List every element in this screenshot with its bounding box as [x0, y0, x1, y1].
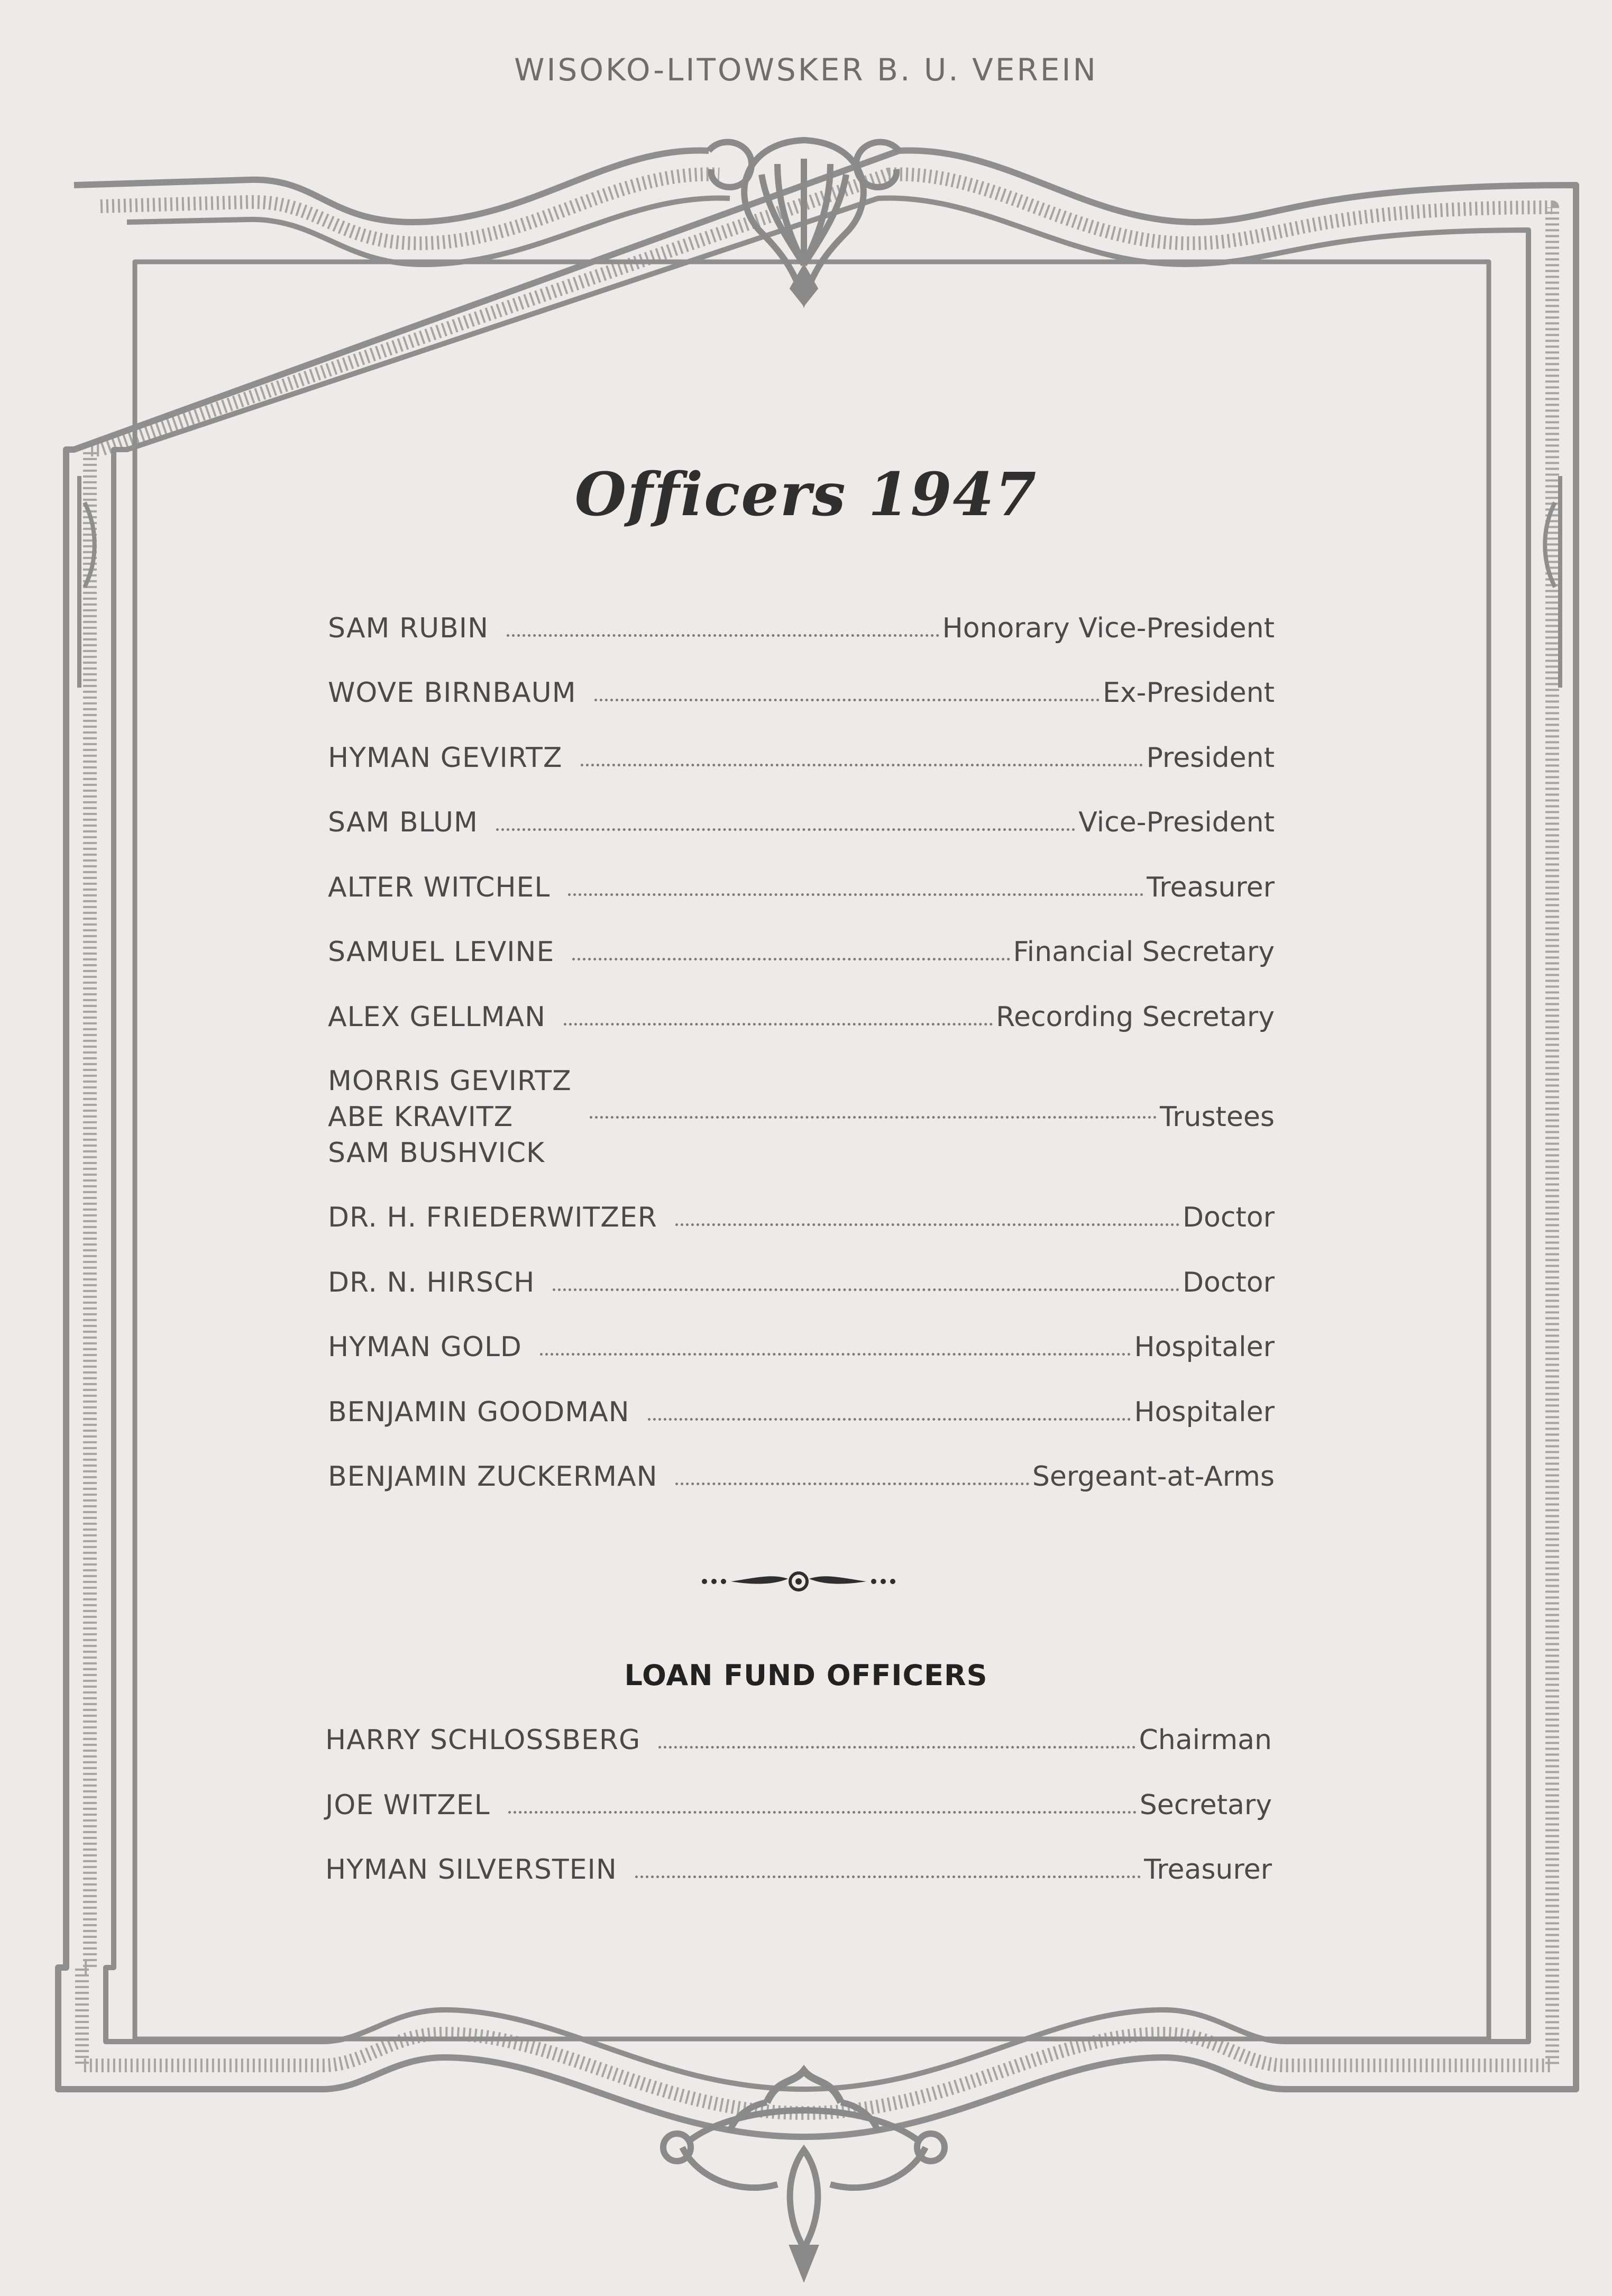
loan-fund-heading: LOAN FUND OFFICERS: [624, 1659, 988, 1692]
dot-leader: [658, 1746, 1135, 1749]
officer-title: Hospitaler: [1134, 1331, 1275, 1363]
officer-title: Honorary Vice-President: [942, 612, 1275, 644]
officer-name: HYMAN GOLD: [328, 1331, 522, 1363]
officer-row: [328, 677, 1275, 709]
organization-header: WISOKO-LITOWSKER B. U. VEREIN: [514, 52, 1098, 88]
officer-name: HYMAN SILVERSTEIN: [325, 1854, 617, 1886]
loan-officer-row: [325, 1854, 1272, 1886]
officer-row-trustees: [328, 1063, 1275, 1171]
officer-row: [328, 1267, 1275, 1298]
dot-leader: [648, 1418, 1131, 1421]
officer-title: Financial Secretary: [1013, 936, 1275, 968]
dot-leader: [675, 1223, 1179, 1226]
dot-leader: [508, 1811, 1137, 1814]
officer-row: [328, 1331, 1275, 1363]
officer-row: [328, 936, 1275, 968]
dot-leader: [540, 1353, 1131, 1356]
officer-name: SAMUEL LEVINE: [328, 936, 555, 968]
dot-leader: [496, 828, 1075, 831]
officer-name: BENJAMIN GOODMAN: [328, 1396, 630, 1428]
loan-officer-row: [325, 1789, 1272, 1821]
officer-name: ALEX GELLMAN: [328, 1001, 546, 1033]
dot-leader: [581, 764, 1143, 766]
officer-title: Treasurer: [1144, 1854, 1272, 1886]
officer-name: HARRY SCHLOSSBERG: [325, 1724, 641, 1756]
dot-leader: [568, 893, 1143, 896]
officer-title: Recording Secretary: [996, 1001, 1275, 1033]
officer-name: HYMAN GEVIRTZ: [328, 742, 563, 774]
dot-leader: [553, 1288, 1179, 1291]
loan-officer-row: [325, 1724, 1272, 1756]
trustee-names: [328, 1063, 572, 1171]
officer-name: MORRIS GEVIRTZ: [328, 1065, 572, 1097]
officer-title: Doctor: [1182, 1267, 1275, 1298]
page-title: Officers 1947: [574, 460, 1038, 529]
officer-row: [328, 1202, 1275, 1233]
officer-name: DR. N. HIRSCH: [328, 1267, 535, 1298]
officer-name: JOE WITZEL: [325, 1789, 490, 1821]
officer-row: [328, 742, 1275, 774]
officer-row: [328, 1396, 1275, 1428]
officer-name: WOVE BIRNBAUM: [328, 677, 576, 709]
dot-leader: [675, 1483, 1029, 1485]
officer-row: [328, 612, 1275, 644]
officer-title: President: [1146, 742, 1275, 774]
officer-row: [328, 1461, 1275, 1493]
officer-title: Ex-President: [1103, 677, 1275, 709]
officer-name: SAM BLUM: [328, 807, 478, 838]
officer-row: [328, 872, 1275, 903]
dot-leader: [594, 699, 1100, 701]
officer-title: Doctor: [1182, 1202, 1275, 1233]
officer-name: ALTER WITCHEL: [328, 872, 551, 903]
flourish-divider-icon: [698, 1563, 899, 1600]
officer-row: [328, 1001, 1275, 1033]
officer-name: SAM RUBIN: [328, 612, 489, 644]
dot-leader: [564, 1023, 993, 1026]
dot-leader: [572, 958, 1010, 961]
officer-title: Vice-President: [1078, 807, 1275, 838]
officer-name: ABE KRAVITZ: [328, 1101, 514, 1133]
officer-name: BENJAMIN ZUCKERMAN: [328, 1461, 658, 1493]
dot-leader: [507, 634, 939, 637]
officer-name: SAM BUSHVICK: [328, 1137, 545, 1169]
officer-title: Trustees: [1159, 1101, 1275, 1133]
officer-title: Secretary: [1139, 1789, 1272, 1821]
officer-title: Treasurer: [1147, 872, 1275, 903]
officer-title: Chairman: [1139, 1724, 1272, 1756]
officer-name: DR. H. FRIEDERWITZER: [328, 1202, 657, 1233]
dot-leader: [590, 1116, 1157, 1119]
officer-title: Sergeant-at-Arms: [1032, 1461, 1275, 1493]
dot-leader: [635, 1876, 1141, 1878]
officer-title: Hospitaler: [1134, 1396, 1275, 1428]
officer-row: [328, 807, 1275, 838]
